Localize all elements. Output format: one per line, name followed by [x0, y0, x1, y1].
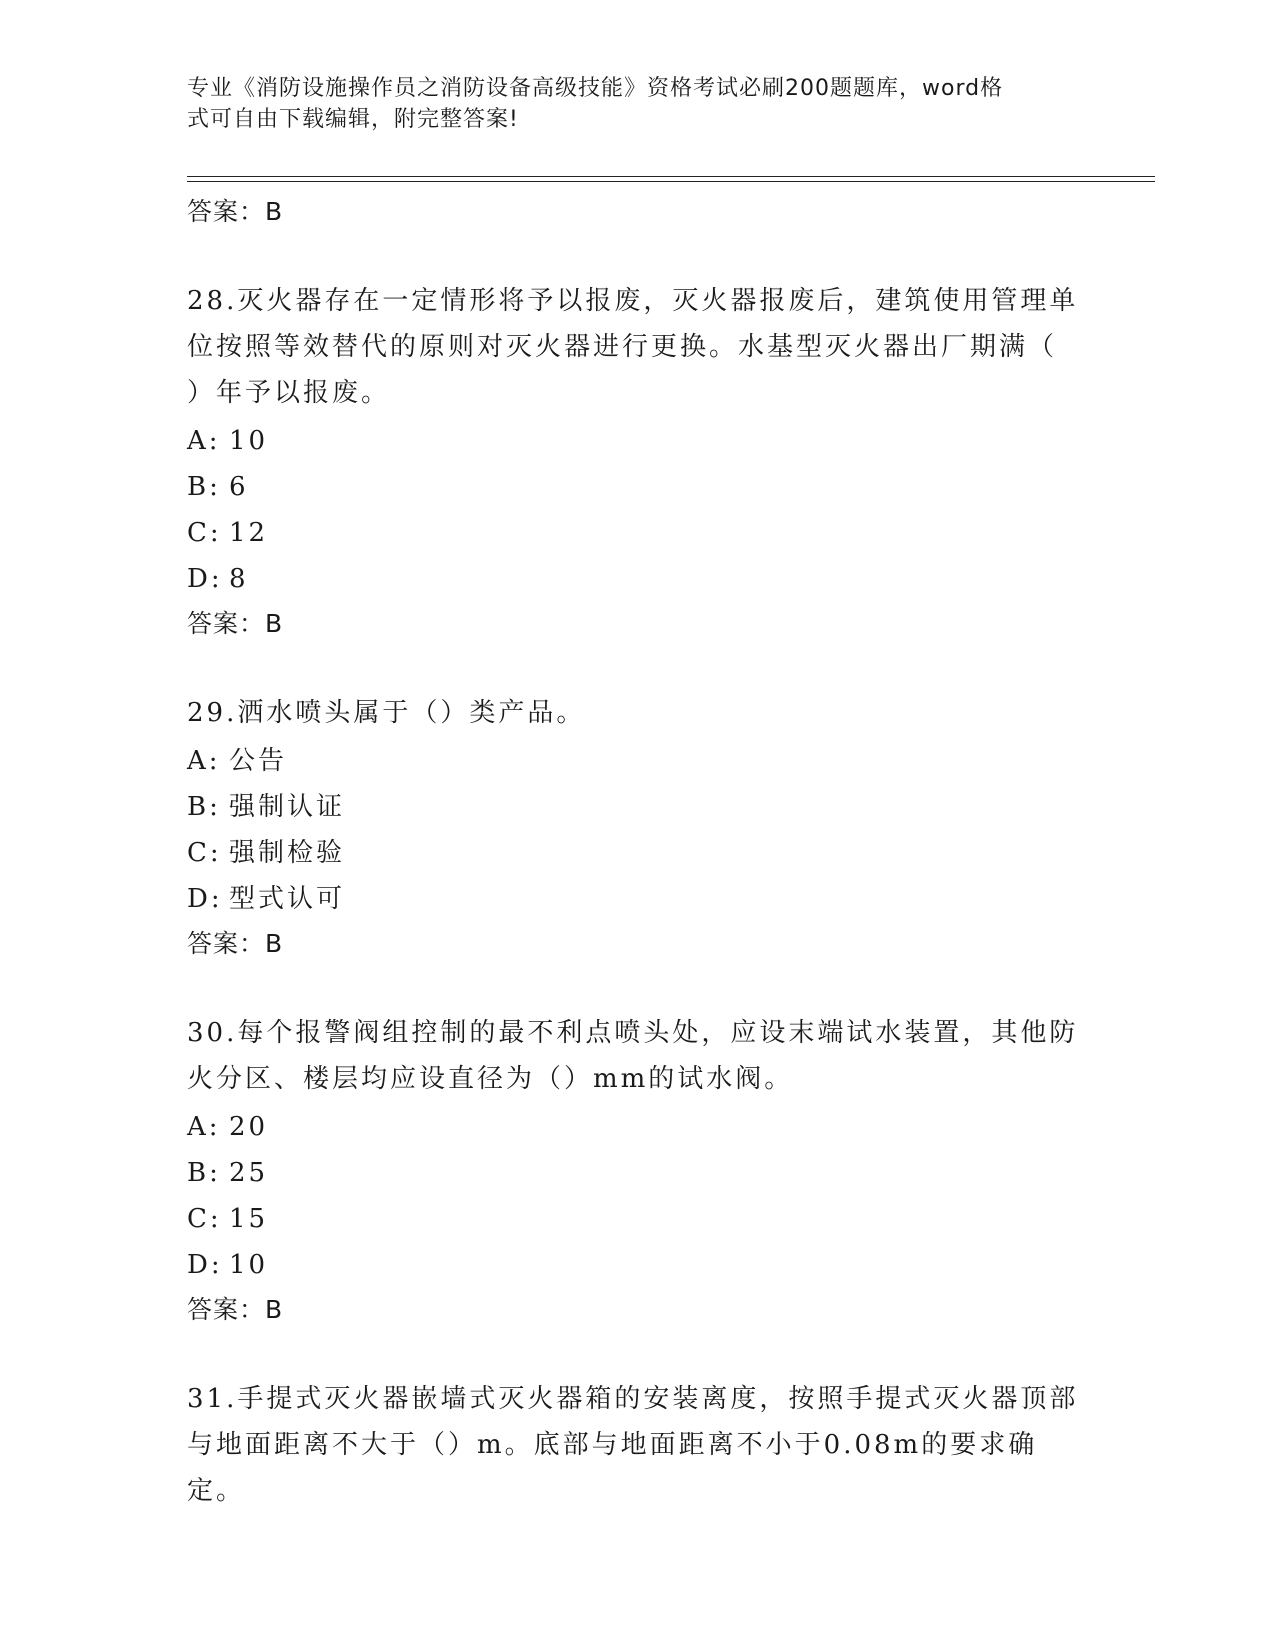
header-line-1: 专业《消防设施操作员之消防设备高级技能》资格考试必刷200题题库，word格	[187, 76, 1004, 101]
option-value: 强制检验	[229, 838, 346, 868]
option-b	[187, 1150, 1087, 1196]
option-key: B:	[187, 792, 221, 822]
option-a	[187, 418, 1087, 464]
option-a	[187, 1104, 1087, 1150]
option-d	[187, 876, 1087, 922]
header-divider-bottom	[187, 181, 1155, 182]
option-key: B:	[187, 472, 221, 502]
question-list	[187, 190, 1087, 1516]
question-text-line: 30.每个报警阀组控制的最不利点喷头处，应设末端试水装置，其他防	[187, 1018, 1079, 1048]
question-block	[187, 1376, 1087, 1514]
question-text-line: 位按照等效替代的原则对灭火器进行更换。水基型灭火器出厂期满（	[187, 332, 1058, 362]
option-key: D:	[187, 564, 223, 594]
option-value: 10	[229, 426, 269, 456]
header-divider-top	[187, 176, 1155, 177]
question-text-line: 28.灭火器存在一定情形将予以报废，灭火器报废后，建筑使用管理单	[187, 286, 1079, 316]
question-text-line: 与地面距离不大于（）m。底部与地面距离不小于0.08m的要求确定。	[187, 1430, 1038, 1506]
question-text-line: ）年予以报废。	[187, 378, 391, 408]
document-header	[187, 73, 1087, 135]
option-key: C:	[187, 838, 222, 868]
option-key: C:	[187, 1204, 222, 1234]
question-block	[187, 1010, 1087, 1332]
option-key: A:	[187, 1112, 221, 1142]
question-block	[187, 278, 1087, 646]
answer-line: 答案：B	[187, 929, 284, 958]
question-text-line: 29.洒水喷头属于（）类产品。	[187, 698, 586, 728]
question-text-line: 31.手提式灭火器嵌墙式灭火器箱的安装离度，按照手提式灭火器顶部	[187, 1384, 1079, 1414]
answer-line: 答案：B	[187, 1295, 284, 1324]
option-c	[187, 510, 1087, 556]
header-line-2: 式可自由下载编辑，附完整答案!	[187, 107, 519, 132]
option-key: D:	[187, 884, 223, 914]
option-d	[187, 556, 1087, 602]
option-value: 25	[229, 1158, 269, 1188]
question-text	[187, 1376, 1087, 1514]
option-key: A:	[187, 426, 221, 456]
option-c	[187, 830, 1087, 876]
option-value: 公告	[229, 746, 288, 776]
option-value: 12	[229, 518, 269, 548]
option-value: 10	[229, 1250, 269, 1280]
option-value: 20	[229, 1112, 269, 1142]
option-a	[187, 738, 1087, 784]
question-text	[187, 278, 1087, 416]
option-key: D:	[187, 1250, 223, 1280]
option-b	[187, 784, 1087, 830]
option-d	[187, 1242, 1087, 1288]
option-key: A:	[187, 746, 221, 776]
option-value: 15	[229, 1204, 269, 1234]
option-key: C:	[187, 518, 222, 548]
option-b	[187, 464, 1087, 510]
question-text-line: 火分区、楼层均应设直径为（）mm的试水阀。	[187, 1064, 794, 1094]
option-value: 型式认可	[229, 884, 346, 914]
option-c	[187, 1196, 1087, 1242]
option-value: 6	[229, 472, 249, 502]
option-key: B:	[187, 1158, 221, 1188]
option-value: 强制认证	[229, 792, 346, 822]
answer-line: 答案：B	[187, 197, 284, 226]
option-value: 8	[229, 564, 249, 594]
question-text	[187, 1010, 1087, 1102]
question-text	[187, 690, 1087, 736]
answer-line: 答案：B	[187, 609, 284, 638]
question-block	[187, 690, 1087, 966]
